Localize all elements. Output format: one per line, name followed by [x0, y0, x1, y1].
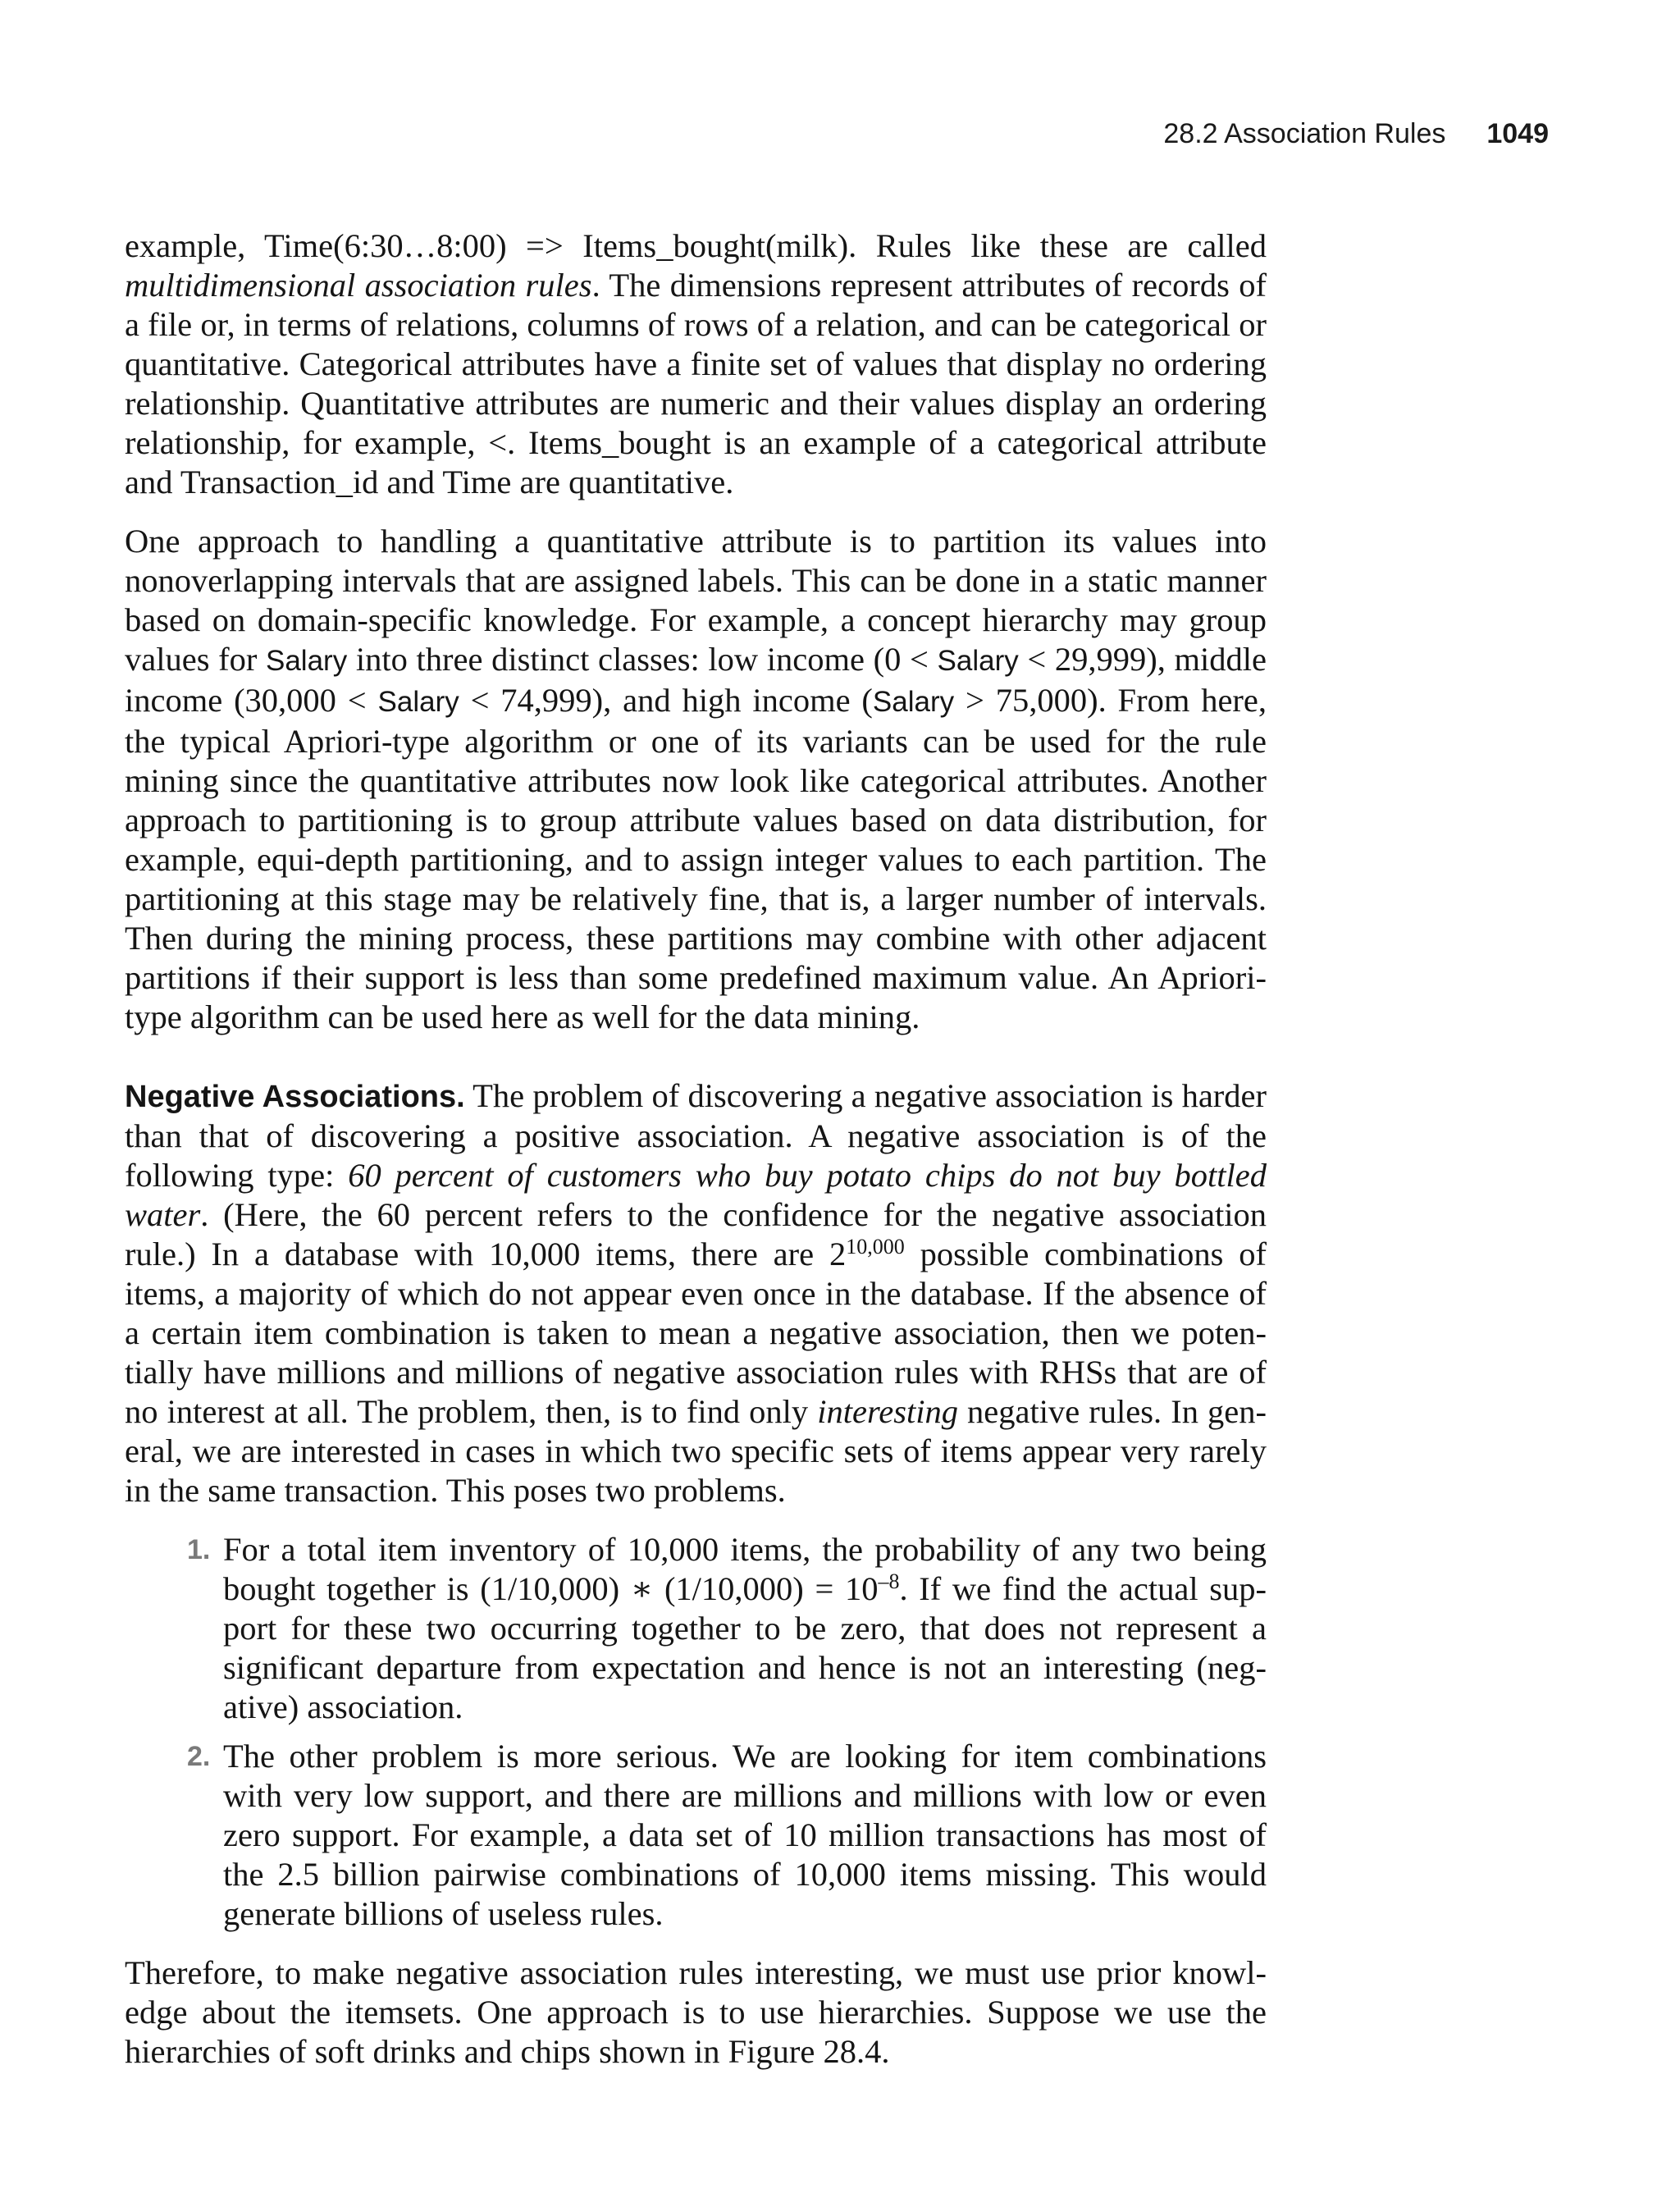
page-number: 1049 — [1486, 118, 1549, 149]
run-in-heading: Negative Associations. — [125, 1080, 465, 1114]
section-title: 28.2 Association Rules — [1163, 118, 1446, 149]
list-item: 1. For a total item inventory of 10,000 items, the probability of any two being bought together is (1/10,000) ∗ $(1/10,000) = 10^{-8}$. If we find the actual support for these two occurring together to be zero, that does not represent a significant departure from expectation and hence is not an interesting (negative) association. — [187, 1531, 1267, 1725]
list-number: 1. — [187, 1534, 211, 1565]
paragraph-multidimensional: example, Time(6:30…8:00) => Items_bought(milk). Rules like these are called multidimensional association rules. The dimensions represent attributes of records of a file or, in terms of relations, columns of rows of a relation, and can be categorical or quantitative. Categorical attributes have a finite set of values that display no ordering relationship. Quantitative attributes are numeric and their values display an ordering relationship, for example, <. Items_bought is an example of a categorical attribute and Transaction_id and Time are quantitative. — [125, 227, 1267, 500]
exponent: 10,000 — [846, 1235, 905, 1259]
attr-salary: Salary — [872, 686, 955, 718]
paragraph-conclusion: Therefore, to make negative association rules interesting, we must use prior knowledge about the itemsets. One approach is to use hierarchies. Suppose we use the hierarchies of soft drinks and chips shown in Figure 28.4. — [125, 1954, 1267, 2070]
paragraph-negative-associations: Negative Associations. The problem of discovering a negative association is harder than that of discovering a positive association. A negative association is of the following type: 60 percent of customers who buy potato chips do not buy bottled water. (Here, the 60 percent refers to the confidence for the negative association rule.) In a database with 10,000 items, there are 2$^{10,000}$ possible combinations of items, a majority of which do not appear even once in the database. If the absence of a certain item combination is taken to mean a negative association, then we potentially have millions and millions of negative association rules with RHSs that are of no interest at all. The problem, then, is to find only interesting negative rules. In general, we are interested in cases in which two specific sets of items appear very rarely in the same transaction. This poses two problems. — [125, 1077, 1267, 1509]
attr-salary: Salary — [266, 645, 348, 677]
example-negative-rule: 60 percent of customers who buy potato chips do not buy bottled water — [125, 1157, 1267, 1233]
list-item: 2. The other problem is more serious. We are looking for item combinations with very low support, and there are millions and millions with low or even zero support. For example, a data set of 10 million transactions has most of the 2.5 billion pairwise combinations of 10,000 items missing. This would generate billions of useless rules. — [187, 1738, 1267, 1932]
term-interesting: interesting — [817, 1393, 958, 1430]
list-number: 2. — [187, 1741, 211, 1772]
paragraph-quantitative: One approach to handling a quantitative attribute is to partition its values into nonoverlapping intervals that are assigned labels. This can be done in a static manner based on domain-specific knowledge. For example, a concept hierarchy may group values for Salary into three distinct classes: low income (0 < Salary < 29,999), middle income (30,000 < Salary < 74,999), and high income (Salary > 75,000). From here, the typical Apriori-type algorithm or one of its variants can be used for the rule mining since the quantitative attributes now look like categorical attributes. Another approach to partitioning is to group attribute values based on data distribution, for example, equi-depth partitioning, and to assign integer values to each partition. The partitioning at this stage may be relatively fine, that is, a larger number of intervals. Then during the mining process, these partitions may combine with other adjacent partitions if their support is less than some predefined maximum value. An Apriori-type algorithm can be used here as well for the data mining. — [125, 523, 1267, 1035]
body-text — [125, 226, 1267, 2091]
attr-salary: Salary — [377, 686, 459, 718]
running-head — [1163, 118, 1549, 150]
attr-salary: Salary — [937, 645, 1019, 677]
problem-list — [125, 1530, 1267, 1934]
term-multidimensional: multidimensional association rules — [125, 267, 592, 304]
exponent: –8 — [878, 1569, 900, 1593]
